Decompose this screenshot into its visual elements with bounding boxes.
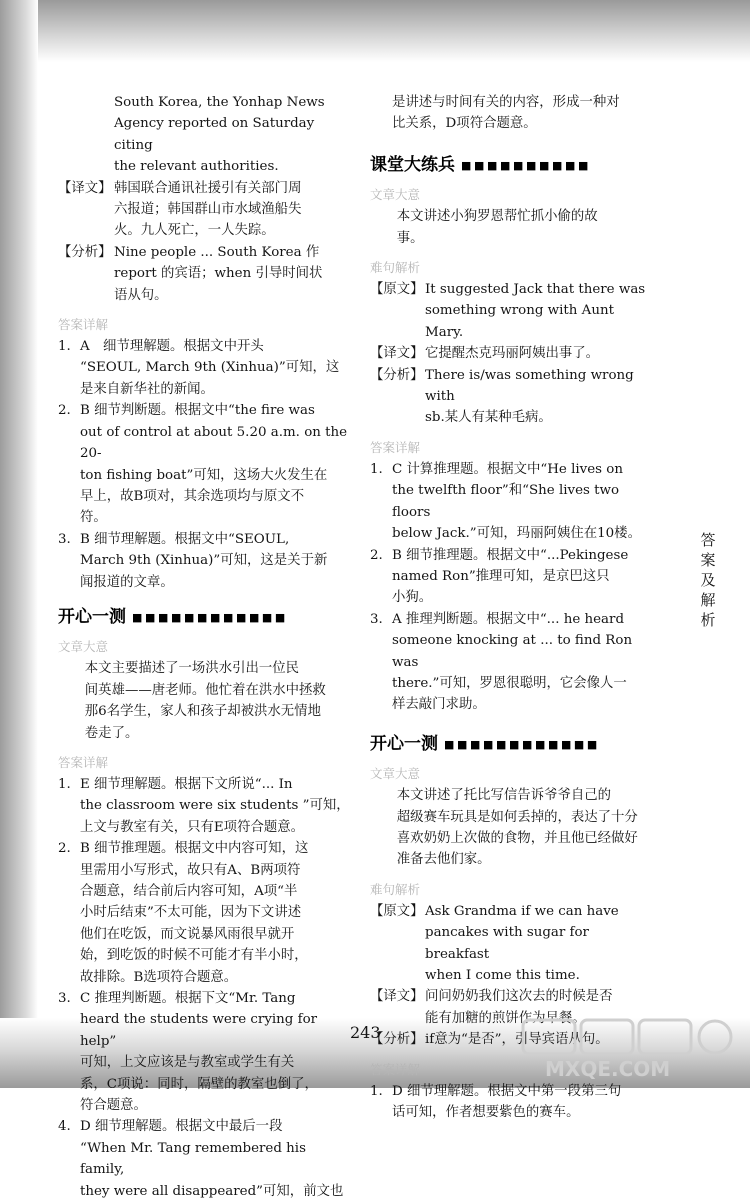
summary-text — [58, 658, 350, 744]
answer-explanation — [392, 545, 656, 609]
text-line: 火。九人死亡，一人失踪。 — [114, 223, 275, 239]
text-line: there.”可知，罗恩很聪明，它会像人一 — [392, 675, 627, 691]
side-tab-char: 及 — [700, 571, 716, 589]
text-line: 卷走了。 — [84, 725, 139, 741]
side-tab-label — [697, 530, 719, 630]
text-line: 话可知，作者想要紫色的赛车。 — [392, 1105, 580, 1121]
text-line: 喜欢奶奶上次做的食物，并且他已经做好 — [396, 830, 638, 846]
answers-label: 答案详解 — [58, 317, 109, 333]
text-line: when I come this time. — [425, 968, 580, 983]
summary-label: 文章大意 — [370, 766, 421, 782]
translation-tag: 【译文】 — [370, 989, 424, 1005]
text-line: 小狗。 — [392, 590, 433, 606]
translation-tag: 【译文】 — [58, 180, 112, 196]
text-line: 本文讲述了托比写信告诉爷爷自己的 — [396, 788, 612, 804]
answer-number: 2. — [370, 547, 383, 563]
answer-explanation — [80, 336, 350, 400]
text-line: C 计算推理题。根据文中“He lives on — [392, 461, 623, 477]
answer-list — [58, 774, 350, 1202]
text-line: 是讲述与时间有关的内容，形成一种对 — [392, 95, 620, 110]
previous-passage-continuation — [58, 92, 350, 178]
side-tab-char: 析 — [700, 611, 716, 629]
text-line: 上文与教室有关，只有E项符合题意。 — [80, 819, 305, 835]
sentence-analysis-label: 难句解析 — [370, 260, 421, 276]
answer-item — [370, 459, 656, 545]
continued-answer-text — [370, 92, 656, 135]
text-line: B 细节判断题。根据文中“the fire was — [80, 403, 315, 419]
answer-number: 1. — [58, 776, 71, 792]
text-line: 闻报道的文章。 — [80, 574, 174, 590]
text-line: sb.某人有某种毛病。 — [425, 410, 552, 426]
text-line: the classroom were six students ”可知， — [80, 798, 350, 814]
text-line: 小时后结束”不太可能，因为下文讲述 — [80, 905, 302, 921]
analysis-block — [370, 365, 656, 429]
section-rule-squares: ■■■■■■■■■■ — [461, 158, 591, 172]
section-rule-squares: ■■■■■■■■■■■■ — [444, 737, 600, 751]
original-text — [425, 901, 656, 987]
summary-text — [370, 206, 656, 249]
text-line: report 的宾语；when 引导时间状 — [114, 266, 323, 282]
analysis-text — [114, 242, 350, 306]
answer-explanation — [80, 988, 350, 1116]
analysis-text — [425, 365, 656, 429]
side-tab-char: 解 — [700, 591, 716, 609]
text-line: 符合题意。 — [80, 1098, 147, 1114]
text-line: the relevant authorities. — [114, 159, 279, 175]
section-title: 课堂大练兵 — [370, 154, 455, 175]
answer-list — [370, 1081, 656, 1124]
translation-block — [58, 178, 350, 242]
text-line: 超级赛车玩具是如何丢掉的，表达了十分 — [396, 809, 638, 825]
text-line: Agency reported on Saturday citing — [114, 116, 315, 153]
sentence-analysis-label: 难句解析 — [370, 881, 421, 897]
text-line: 系，C项说：同时，隔壁的教室也倒了， — [80, 1076, 318, 1092]
text-line: 那6名学生，家人和孩子却被洪水无情地 — [84, 704, 321, 720]
text-line: A 推理判断题。根据文中“... he heard — [392, 611, 625, 627]
text-line: ton fishing boat”可知，这场大火发生在 — [80, 467, 328, 483]
analysis-tag: 【分析】 — [58, 244, 112, 260]
scan-edge-left — [0, 0, 38, 1088]
text-line: someone knocking at ... to find Ron was — [392, 633, 633, 670]
summary-label: 文章大意 — [370, 187, 421, 203]
text-line: if意为“是否”，引导宾语从句。 — [425, 1032, 609, 1048]
answer-item — [58, 529, 350, 593]
text-line: 故排除。B选项符合题意。 — [80, 969, 238, 985]
answer-explanation — [392, 459, 656, 545]
translation-block — [370, 343, 656, 364]
section-header-practice — [370, 155, 656, 176]
text-line: 里需用小写形式，故只有A、B两项符 — [80, 862, 301, 878]
answer-number: 2. — [58, 841, 71, 857]
text-line: named Ron”推理可知，是京巴这只 — [392, 568, 610, 584]
answer-item — [58, 988, 350, 1116]
text-line: D 细节理解题。根据文中第一段第三句 — [392, 1083, 622, 1099]
text-line: There is/was something wrong with — [425, 367, 634, 405]
section-header-kaixin-right — [370, 734, 656, 755]
text-line: heard the students were crying for help” — [80, 1012, 318, 1049]
page-number: 243 — [350, 1023, 381, 1042]
text-line: 他们在吃饭，而文说暴风雨很早就开 — [80, 926, 295, 942]
translation-text — [425, 343, 656, 364]
text-line: they were all disappeared”可知，前文也 — [80, 1183, 344, 1199]
answer-number: 1. — [370, 1083, 383, 1099]
answers-label: 答案详解 — [370, 439, 421, 455]
summary-label: 文章大意 — [58, 639, 109, 655]
original-block — [370, 279, 656, 343]
answer-list — [58, 336, 350, 593]
text-line: 符。 — [80, 510, 107, 526]
original-tag: 【原文】 — [370, 903, 424, 919]
text-line: something wrong with Aunt Mary. — [425, 303, 614, 340]
answer-item — [58, 838, 350, 988]
analysis-tag: 【分析】 — [370, 367, 424, 383]
answer-explanation — [80, 774, 350, 838]
text-line: 六报道；韩国群山市水域渔船失 — [114, 202, 302, 218]
translation-tag: 【译文】 — [370, 346, 424, 362]
text-line: 可知，上文应该是与教室或学生有关 — [80, 1055, 295, 1071]
answer-number: 1. — [58, 339, 71, 355]
text-line: “SEOUL, March 9th (Xinhua)”可知，这 — [80, 360, 340, 376]
section-header-kaixin-left — [58, 607, 350, 628]
answer-item — [58, 1116, 350, 1202]
text-line: Ask Grandma if we can have — [425, 903, 619, 919]
answer-item — [58, 400, 350, 528]
original-block — [370, 901, 656, 987]
section-title: 开心一测 — [58, 606, 126, 627]
answer-number: 1. — [370, 461, 383, 477]
text-line: A 细节理解题。根据文中开头 — [80, 339, 264, 355]
text-line: “When Mr. Tang remembered his family, — [80, 1140, 306, 1178]
text-line: 能有加糖的煎饼作为早餐。 — [425, 1010, 586, 1026]
original-tag: 【原文】 — [370, 282, 424, 298]
analysis-block — [58, 242, 350, 306]
text-line: South Korea, the Yonhap News — [114, 95, 325, 110]
answers-label: 答案详解 — [370, 1061, 421, 1077]
scan-edge-top — [0, 0, 750, 62]
answer-number: 3. — [58, 991, 71, 1007]
text-line: 始，到吃饭的时候不可能才有半小时， — [80, 948, 308, 964]
text-line: E 细节理解题。根据下文所说“... In — [80, 776, 293, 792]
text-line: 是来自新华社的新闻。 — [80, 381, 214, 397]
text-line: 它提醒杰克玛丽阿姨出事了。 — [425, 346, 600, 362]
text-line: 准备去他们家。 — [396, 852, 491, 868]
answer-list — [370, 459, 656, 716]
side-tab-char: 答 — [700, 531, 716, 549]
text-line: C 推理判断题。根据下文“Mr. Tang — [80, 991, 296, 1007]
text-line: 语从句。 — [114, 287, 168, 303]
text-line: B 细节推理题。根据文中“...Pekingese — [392, 547, 629, 563]
text-line: pancakes with sugar for breakfast — [425, 925, 589, 962]
section-title: 开心一测 — [370, 733, 438, 754]
text-line: Nine people ... South Korea 作 — [114, 244, 320, 260]
side-tab-char: 案 — [700, 551, 716, 569]
text-line: 早上，故B项对，其余选项均与原文不 — [80, 488, 305, 504]
text-line: 问问奶奶我们这次去的时候是否 — [425, 989, 613, 1005]
answer-item — [58, 774, 350, 838]
text-line: 比关系，D项符合题意。 — [392, 116, 537, 132]
text-line: 间英雄——唐老师。他忙着在洪水中拯救 — [84, 682, 326, 698]
answer-number: 3. — [370, 611, 383, 627]
text-line: 事。 — [396, 230, 424, 246]
original-text — [425, 279, 656, 343]
text-line: 合题意，结合前后内容可知，A项“半 — [80, 884, 298, 899]
answers-label: 答案详解 — [58, 754, 109, 770]
text-line: D 细节理解题。根据文中最后一段 — [80, 1119, 283, 1135]
summary-text — [370, 785, 656, 871]
right-column — [370, 92, 656, 1123]
answer-item — [370, 1081, 656, 1124]
text-line: out of control at about 5.20 a.m. on the 20- — [80, 424, 348, 462]
text-line: 样去敲门求助。 — [392, 697, 486, 713]
text-line: 本文讲述小狗罗恩帮忙抓小偷的故 — [396, 209, 598, 225]
answer-explanation — [392, 1081, 656, 1124]
answer-item — [370, 609, 656, 716]
text-line: the twelfth floor”和“She lives two floors — [392, 483, 620, 520]
text-line: below Jack.”可知，玛丽阿姨住在10楼。 — [392, 526, 641, 542]
text-line: 韩国联合通讯社援引有关部门周 — [114, 180, 302, 196]
answer-item — [370, 545, 656, 609]
answer-explanation — [80, 529, 350, 593]
analysis-tag: 【分析】 — [370, 1032, 424, 1048]
answer-site-watermark-icon — [515, 1012, 745, 1082]
text-line: 本文主要描述了一场洪水引出一位民 — [84, 661, 300, 677]
answer-explanation — [80, 838, 350, 988]
answer-number: 3. — [58, 531, 71, 547]
answer-explanation — [392, 609, 656, 716]
translation-text — [114, 178, 350, 242]
text-line: March 9th (Xinhua)”可知，这是关于新 — [80, 553, 328, 569]
left-column — [58, 92, 350, 1202]
watermark-text: MXQE.COM — [545, 1057, 671, 1081]
answer-item — [58, 336, 350, 400]
text-line: It suggested Jack that there was — [425, 282, 646, 298]
answer-number: 4. — [58, 1119, 71, 1135]
answer-number: 2. — [58, 403, 71, 419]
section-rule-squares: ■■■■■■■■■■■■ — [132, 610, 288, 624]
text-line: B 细节理解题。根据文中“SEOUL, — [80, 531, 290, 547]
answer-explanation — [80, 1116, 350, 1202]
answer-explanation — [80, 400, 350, 528]
text-line: B 细节推理题。根据文中内容可知，这 — [80, 841, 309, 857]
